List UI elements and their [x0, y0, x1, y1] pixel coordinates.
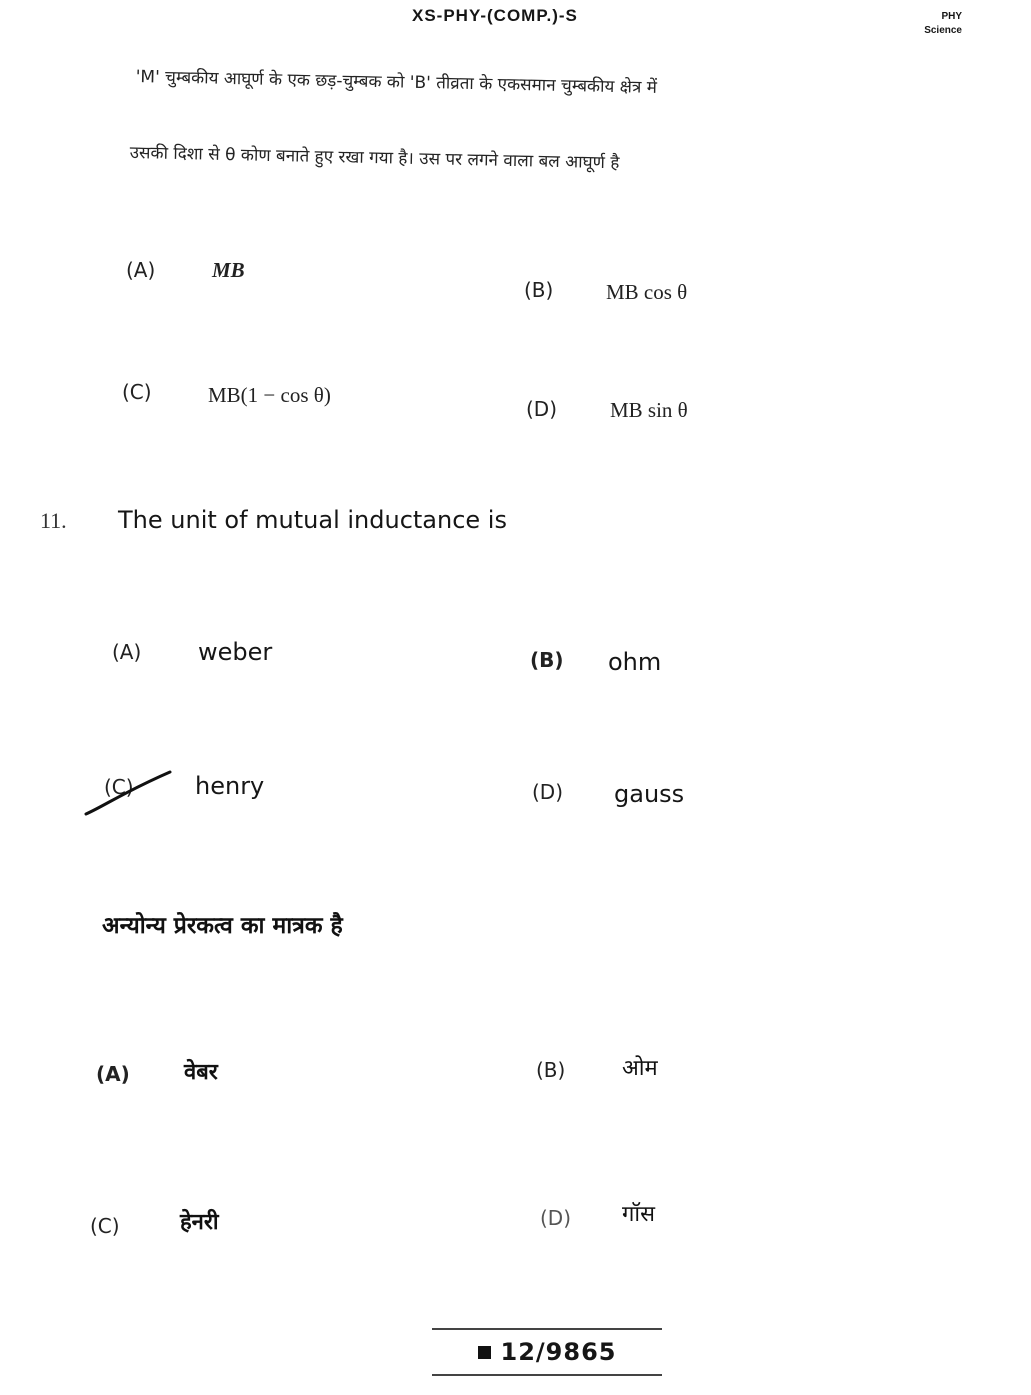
answer-strike-mark: [84, 770, 174, 818]
stream-tag-text: Science: [924, 25, 962, 36]
q11-option-b-label: (B): [530, 648, 564, 672]
q10-option-c-label: (C): [122, 380, 152, 404]
q11-option-a-label: (A): [112, 640, 142, 664]
q11-option-b-value: ohm: [608, 648, 662, 676]
q10-option-b-value: MB cos θ: [606, 280, 688, 304]
q11-option-a-value: weber: [198, 638, 273, 666]
q11-hindi-option-c-label: (C): [90, 1214, 120, 1238]
paper-code: XS-PHY-(COMP.)-S: [412, 6, 578, 25]
q10-option-a-label: (A): [126, 258, 156, 282]
q10-option-b-label: (B): [524, 278, 554, 302]
page-code-box: [432, 1328, 662, 1376]
q11-hindi-option-a-label: (A): [96, 1062, 130, 1086]
q11-hindi-option-d-value: गॉस: [622, 1202, 655, 1227]
q10-option-c-value: MB(1 − cos θ): [208, 383, 331, 407]
q11-question-text: The unit of mutual inductance is: [118, 506, 507, 534]
q11-hindi-option-d-label: (D): [540, 1206, 572, 1230]
q10-option-d-value: MB sin θ: [610, 398, 688, 422]
q11-hindi-option-b-value: ओम: [622, 1056, 658, 1081]
q11-option-d-value: gauss: [614, 780, 685, 808]
q10-option-d-label: (D): [526, 397, 558, 421]
q11-hindi-option-c-value: हेनरी: [180, 1210, 219, 1235]
q11-option-d-label: (D): [532, 780, 564, 804]
q10-hindi-line-2: उसकी दिशा से θ कोण बनाते हुए रखा गया है। उस पर लगने वाला बल आघूर्ण है: [129, 142, 620, 174]
page-code-text: 12/9865: [500, 1338, 617, 1366]
subject-tag: [880, 10, 962, 38]
q11-number: 11.: [40, 508, 67, 533]
subject-tag-text: PHY: [941, 11, 962, 22]
q10-option-a-value: MB: [212, 258, 245, 282]
q11-hindi-option-b-label: (B): [536, 1058, 566, 1082]
q11-option-c-value: henry: [195, 772, 265, 800]
q10-hindi-line-1: 'M' चुम्बकीय आघूर्ण के एक छड़-चुम्बक को 'B' तीव्रता के एकसमान चुम्बकीय क्षेत्र में: [135, 66, 658, 98]
q11-option-c-label: (C): [104, 775, 134, 799]
square-bullet-icon: [478, 1346, 491, 1359]
q11-hindi-option-a-value: वेबर: [184, 1060, 218, 1085]
q11-hindi-question-text: अन्योन्य प्रेरकत्व का मात्रक है: [102, 913, 343, 939]
